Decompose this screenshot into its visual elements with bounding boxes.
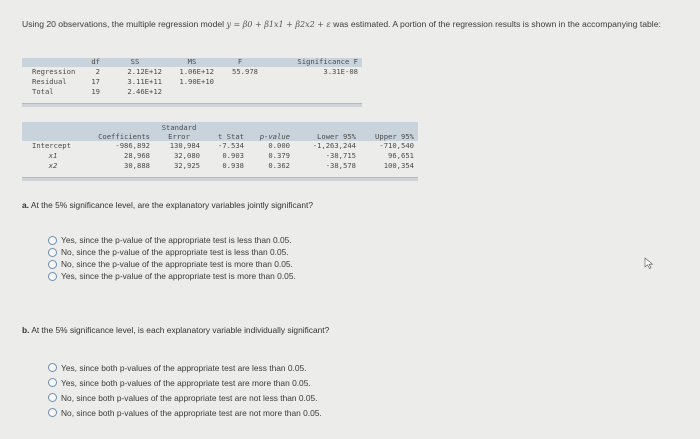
question-b-options bbox=[48, 360, 322, 420]
cell-t-stat: -7.534 bbox=[218, 141, 244, 150]
cell-standard-error: 32,080 bbox=[174, 151, 200, 160]
cell-p-value: 0.379 bbox=[268, 151, 290, 160]
coef-header-row bbox=[22, 133, 418, 142]
anova-header-f: F bbox=[218, 58, 262, 67]
question-a-option-3[interactable] bbox=[48, 258, 296, 270]
radio-button-icon[interactable] bbox=[48, 248, 57, 257]
cell-f: 55.978 bbox=[232, 66, 258, 76]
question-a-option-4[interactable] bbox=[48, 270, 296, 282]
row-label: Residual bbox=[32, 76, 67, 86]
row-label: x2 bbox=[48, 161, 58, 170]
cell-coefficient: 28,968 bbox=[124, 151, 150, 160]
table-row bbox=[22, 161, 418, 171]
question-b-letter: b. bbox=[22, 325, 30, 335]
cell-ss: 2.46E+12 bbox=[127, 86, 162, 96]
cell-lower-95: -1,263,244 bbox=[312, 141, 356, 150]
coef-header-row-top bbox=[22, 122, 418, 133]
mouse-pointer-icon bbox=[644, 257, 654, 269]
question-b-option-4[interactable] bbox=[48, 405, 322, 420]
table-divider bbox=[22, 103, 362, 107]
radio-button-icon[interactable] bbox=[48, 260, 57, 269]
radio-button-icon[interactable] bbox=[48, 272, 57, 281]
coef-header-upper-95: Upper 95% bbox=[360, 133, 418, 142]
anova-header-ms: MS bbox=[166, 58, 218, 67]
cell-t-stat: 0.903 bbox=[222, 151, 244, 160]
cell-t-stat: 0.938 bbox=[222, 161, 244, 170]
cell-significance-f bbox=[262, 77, 362, 87]
cell-significance-f bbox=[262, 87, 362, 97]
cell-upper-95: 100,354 bbox=[383, 161, 414, 170]
cell-ms: 1.90E+10 bbox=[179, 76, 214, 86]
option-label: Yes, since both p-values of the appropriate test are more than 0.05. bbox=[61, 377, 311, 388]
radio-button-icon[interactable] bbox=[48, 236, 57, 245]
cell-df: 17 bbox=[91, 76, 100, 86]
table-row bbox=[22, 87, 362, 97]
option-label: No, since the p-value of the appropriate test is less than 0.05. bbox=[61, 247, 289, 257]
question-a-text: At the 5% significance level, are the explanatory variables jointly significant? bbox=[29, 200, 313, 210]
cell-ss: 2.12E+12 bbox=[127, 66, 162, 76]
row-label: Intercept bbox=[32, 141, 71, 150]
option-label: Yes, since the p-value of the appropriate test is more than 0.05. bbox=[61, 271, 296, 281]
coef-header-se-top: Standard bbox=[154, 122, 204, 133]
anova-table bbox=[22, 58, 362, 107]
cell-ms bbox=[166, 87, 218, 97]
cell-ms: 1.06E+12 bbox=[179, 66, 214, 76]
problem-intro bbox=[22, 18, 662, 31]
option-label: No, since both p-values of the appropriate test are not less than 0.05. bbox=[61, 392, 318, 403]
radio-button-icon[interactable] bbox=[48, 378, 57, 387]
anova-header-ss: SS bbox=[104, 58, 166, 67]
coefficients-table bbox=[22, 122, 418, 181]
cell-coefficient: 30,888 bbox=[124, 161, 150, 170]
table-row bbox=[22, 67, 362, 77]
cell-f bbox=[218, 87, 262, 97]
cell-p-value: 0.362 bbox=[268, 161, 290, 170]
radio-button-icon[interactable] bbox=[48, 393, 57, 402]
question-a bbox=[22, 200, 313, 210]
table-divider bbox=[22, 177, 418, 181]
coef-header-t-stat: t Stat bbox=[204, 133, 248, 142]
question-a-option-1[interactable] bbox=[48, 234, 296, 246]
table-row bbox=[22, 151, 418, 161]
cell-p-value: 0.000 bbox=[268, 141, 290, 150]
anova-header-blank bbox=[22, 58, 84, 67]
row-label: Regression bbox=[32, 66, 76, 76]
cell-standard-error: 32,925 bbox=[174, 161, 200, 170]
question-b-option-1[interactable] bbox=[48, 360, 322, 375]
coef-header-se-bottom: Error bbox=[154, 133, 204, 142]
coef-header-lower-95: Lower 95% bbox=[294, 133, 360, 142]
anova-header-df: df bbox=[84, 58, 104, 67]
question-a-option-2[interactable] bbox=[48, 246, 296, 258]
option-label: Yes, since the p-value of the appropriate test is less than 0.05. bbox=[61, 235, 292, 245]
table-row bbox=[22, 77, 362, 87]
question-a-letter: a. bbox=[22, 200, 29, 210]
cell-lower-95: -38,578 bbox=[325, 161, 356, 170]
radio-button-icon[interactable] bbox=[48, 363, 57, 372]
anova-header-significance-f: Significance F bbox=[262, 58, 362, 67]
question-a-options bbox=[48, 234, 296, 282]
row-label: x1 bbox=[48, 151, 58, 160]
question-b bbox=[22, 325, 329, 335]
cell-significance-f: 3.31E-08 bbox=[323, 66, 358, 76]
regression-model-formula: y = β0 + β1x1 + β2x2 + ε bbox=[226, 20, 331, 29]
intro-text-before: Using 20 observations, the multiple regression model bbox=[22, 19, 227, 29]
question-b-option-3[interactable] bbox=[48, 390, 322, 405]
table-row bbox=[22, 141, 418, 151]
coef-header-coefficients: Coefficients bbox=[84, 133, 154, 142]
cell-coefficient: -986,892 bbox=[115, 141, 150, 150]
option-label: Yes, since both p-values of the appropriate test are less than 0.05. bbox=[61, 362, 307, 373]
anova-header-row bbox=[22, 58, 362, 67]
coef-header-p-value: p-value bbox=[248, 133, 294, 142]
option-label: No, since the p-value of the appropriate test is more than 0.05. bbox=[61, 259, 293, 269]
radio-button-icon[interactable] bbox=[48, 408, 57, 417]
cell-lower-95: -38,715 bbox=[325, 151, 356, 160]
row-label: Total bbox=[32, 86, 54, 96]
cell-upper-95: 96,651 bbox=[388, 151, 414, 160]
question-b-text: At the 5% significance level, is each explanatory variable individually significant? bbox=[29, 325, 330, 335]
cell-df: 19 bbox=[91, 86, 100, 96]
question-b-option-2[interactable] bbox=[48, 375, 322, 390]
cell-df: 2 bbox=[95, 66, 100, 76]
cell-ss: 3.11E+11 bbox=[127, 76, 162, 86]
cell-upper-95: -710,540 bbox=[379, 141, 414, 150]
cell-standard-error: 130,984 bbox=[169, 141, 200, 150]
cell-f bbox=[218, 77, 262, 87]
option-label: No, since both p-values of the appropriate test are not more than 0.05. bbox=[61, 407, 322, 418]
intro-text-after: was estimated. A portion of the regression results is shown in the accompanying table: bbox=[330, 19, 661, 29]
